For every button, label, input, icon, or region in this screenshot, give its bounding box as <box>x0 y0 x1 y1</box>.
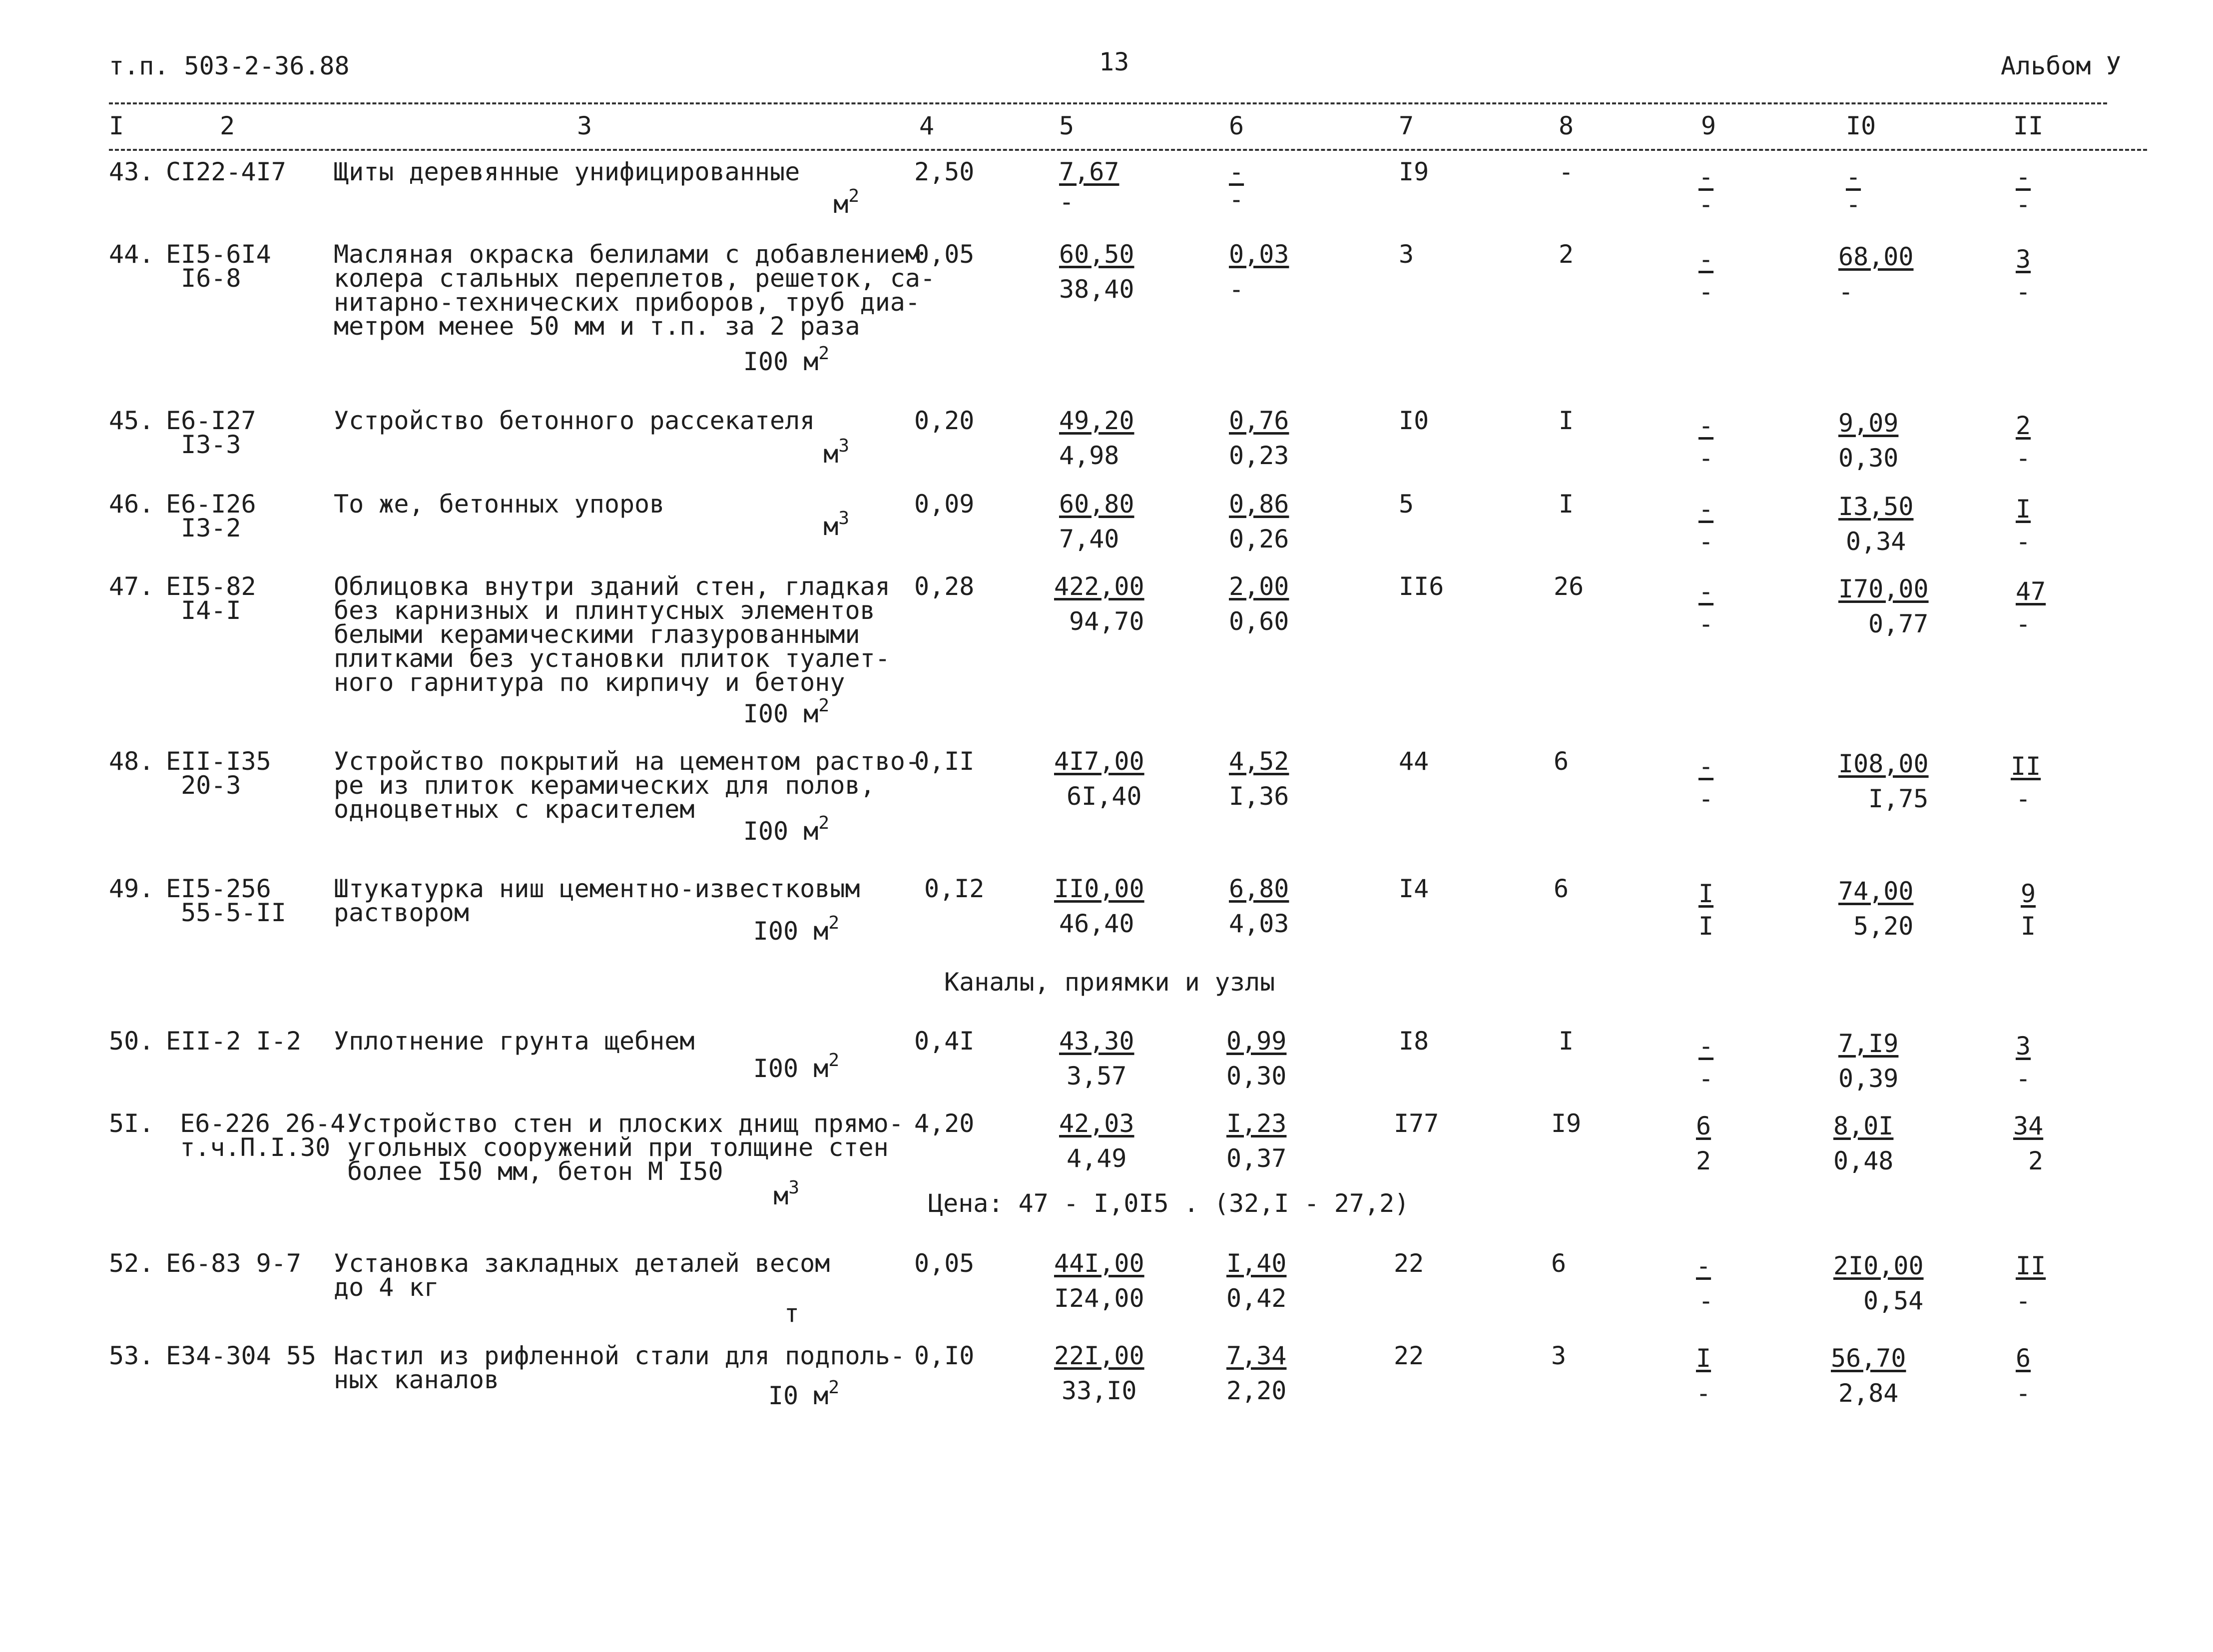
row-col5-bottom: - <box>1059 187 1075 216</box>
row-description: Настил из рифленной стали для подполь- ных каналов <box>334 1341 905 1394</box>
row-col6-bottom: 0,30 <box>1226 1062 1287 1091</box>
row-col10-top: - <box>1846 162 1861 191</box>
row-col9-top: I <box>1696 1344 1711 1373</box>
row-col5-top: 43,30 <box>1059 1027 1134 1056</box>
row-col10-bottom: 0,34 <box>1846 527 1906 556</box>
row-col11-bottom: - <box>2016 1064 2031 1093</box>
row-unit: I00 $м^2$ <box>743 343 829 376</box>
row-col6-top: 2,00 <box>1229 572 1289 601</box>
row-number: 48. <box>109 747 154 776</box>
row-col7: 5 <box>1399 490 1414 519</box>
row-col11-top: 3 <box>2016 245 2031 274</box>
row-code: E6-I26 I3-2 <box>166 490 256 543</box>
row-col10-top: 8,0I <box>1833 1111 1894 1140</box>
row-col6-top: - <box>1229 157 1244 186</box>
row-unit: т <box>784 1299 799 1328</box>
row-col9-bottom: - <box>1698 1064 1714 1093</box>
row-code: E6-83 9-7 <box>166 1249 301 1278</box>
row-col6-top: 4,52 <box>1229 747 1289 776</box>
row-col5-top: 4I7,00 <box>1054 747 1144 776</box>
row-number: 46. <box>109 490 154 519</box>
row-col9-top: 6 <box>1696 1111 1711 1140</box>
row-col8: I <box>1559 490 1574 519</box>
row-col10-bottom: I,75 <box>1868 784 1929 813</box>
row-col5-bottom: 4,98 <box>1059 441 1119 470</box>
row-col10-top: 9,09 <box>1838 409 1899 438</box>
row-col10-bottom: 5,20 <box>1853 912 1914 941</box>
row-col9-bottom: 2 <box>1696 1146 1711 1175</box>
row-col7: 44 <box>1399 747 1429 776</box>
row-col7: II6 <box>1399 572 1444 601</box>
row-col11-top: 6 <box>2016 1344 2031 1373</box>
row-col10-bottom: - <box>1846 190 1861 219</box>
col-header-2: 2 <box>220 111 235 140</box>
row-col6-bottom: 0,26 <box>1229 525 1289 553</box>
row-col5-bottom: 4,49 <box>1067 1144 1127 1173</box>
row-col8: - <box>1559 157 1574 186</box>
row-col5-top: 7,67 <box>1059 157 1119 186</box>
row-col11-bottom: 2 <box>2028 1146 2044 1175</box>
row-col8: I9 <box>1551 1109 1582 1138</box>
row-col6-bottom: I,36 <box>1229 782 1289 811</box>
row-col10-top: 7,I9 <box>1838 1029 1899 1058</box>
row-col7: 22 <box>1394 1249 1424 1278</box>
row-col9-top: - <box>1698 411 1714 440</box>
row-col11-bottom: - <box>2016 527 2031 556</box>
row-col5-bottom: 7,40 <box>1059 525 1119 553</box>
row-col9-bottom: - <box>1696 1379 1711 1408</box>
row-description: Штукатурка ниш цементно-известковым раствором <box>334 874 860 927</box>
row-quantity: 0,09 <box>914 490 975 519</box>
row-col5-bottom: I24,00 <box>1054 1284 1144 1313</box>
row-description: Устройство стен и плоских днищ прямо- угольных сооружений при толщине стен более I50 мм, бетон М I50 <box>347 1109 904 1186</box>
row-col11-top: - <box>2016 162 2031 191</box>
row-code: EI5-6I4 I6-8 <box>166 240 271 293</box>
header-divider-bottom <box>109 149 2147 151</box>
row-code: EII-2 I-2 <box>166 1027 301 1056</box>
row-number: 47. <box>109 572 154 601</box>
row-unit: $м^3$ <box>823 436 849 469</box>
row-col11-top: 2 <box>2016 411 2031 440</box>
row-col8: 6 <box>1554 747 1569 776</box>
row-col8: 2 <box>1559 240 1574 269</box>
row-col9-top: - <box>1698 752 1714 781</box>
row-quantity: 0,I2 <box>924 874 985 903</box>
row-col10-bottom: 0,54 <box>1863 1286 1924 1315</box>
row-col9-bottom: - <box>1698 609 1714 638</box>
col-header-7: 7 <box>1399 111 1414 140</box>
row-col7: I77 <box>1394 1109 1439 1138</box>
row-col5-top: 60,50 <box>1059 240 1134 269</box>
row-code: E6-226 26-4 т.ч.П.I.30 <box>180 1109 346 1162</box>
row-col8: 26 <box>1554 572 1584 601</box>
row-quantity: 0,20 <box>914 406 975 435</box>
row-col5-top: 42,03 <box>1059 1109 1134 1138</box>
col-header-4: 4 <box>919 111 935 140</box>
row-quantity: 0,I0 <box>914 1341 975 1370</box>
row-description: Масляная окраска белилами с добавлением колера стальных переплетов, решеток, са- нитарно-технических приборов, труб диа- метром менее 50 мм и т.п. за 2 раза <box>334 240 936 341</box>
row-description: Устройство бетонного рассекателя <box>334 406 815 435</box>
row-col5-bottom: 46,40 <box>1059 909 1134 938</box>
row-col10-top: 2I0,00 <box>1833 1251 1924 1280</box>
row-number: 5I. <box>109 1109 154 1138</box>
col-header-8: 8 <box>1559 111 1574 140</box>
row-col8: 6 <box>1551 1249 1567 1278</box>
row-unit: I0 $м^2$ <box>768 1377 839 1410</box>
row-unit: I00 $м^2$ <box>743 813 829 846</box>
document-code: т.п. 503-2-36.88 <box>109 51 350 80</box>
row-col8: 6 <box>1554 874 1569 903</box>
row-unit: I00 $м^2$ <box>753 913 839 946</box>
col-header-10: I0 <box>1846 111 1876 140</box>
row-unit: $м^3$ <box>773 1177 799 1210</box>
row-code: EII-I35 20-3 <box>166 747 271 800</box>
row-code: CI22-4I7 <box>166 157 286 186</box>
row-col6-bottom: 0,23 <box>1229 441 1289 470</box>
row-col5-bottom: 33,I0 <box>1062 1376 1137 1405</box>
row-col11-bottom: I <box>2021 912 2036 941</box>
row-col7: I4 <box>1399 874 1429 903</box>
row-unit: $м^2$ <box>833 186 859 219</box>
row-col5-top: 44I,00 <box>1054 1249 1144 1278</box>
row-description: Щиты деревянные унифицированные <box>334 157 800 186</box>
row-col11-bottom: - <box>2016 784 2031 813</box>
row-col11-top: I <box>2016 495 2031 524</box>
row-col7: I9 <box>1399 157 1429 186</box>
col-header-5: 5 <box>1059 111 1075 140</box>
row-col9-bottom: I <box>1698 912 1714 941</box>
row-quantity: 0,28 <box>914 572 975 601</box>
row-col9-bottom: - <box>1698 1286 1714 1315</box>
row-col6-top: I,40 <box>1226 1249 1287 1278</box>
row-col6-top: I,23 <box>1226 1109 1287 1138</box>
row-col9-bottom: - <box>1698 277 1714 306</box>
row-col10-top: 68,00 <box>1838 242 1914 271</box>
row-col6-top: 0,76 <box>1229 406 1289 435</box>
row-col10-top: I3,50 <box>1838 492 1914 521</box>
row-col5-top: 49,20 <box>1059 406 1134 435</box>
row-col6-bottom: 0,42 <box>1226 1284 1287 1313</box>
row-code: E6-I27 I3-3 <box>166 406 256 459</box>
row-col11-bottom: - <box>2016 277 2031 306</box>
row-number: 44. <box>109 240 154 269</box>
row-code: EI5-82 I4-I <box>166 572 256 625</box>
row-col5-bottom: 3,57 <box>1067 1062 1127 1091</box>
row-col7: 3 <box>1399 240 1414 269</box>
row-col5-bottom: 94,70 <box>1069 607 1144 636</box>
row-quantity: 2,50 <box>914 157 975 186</box>
row-description: Устройство покрытий на цементом раство- ре из плиток керамических для полов, одноцветных с красителем <box>334 747 920 824</box>
row-col9-top: - <box>1698 245 1714 274</box>
row-col9-bottom: - <box>1698 527 1714 556</box>
row-col10-bottom: 0,30 <box>1838 444 1899 473</box>
row-col6-top: 0,86 <box>1229 490 1289 519</box>
row-col9-top: - <box>1698 495 1714 524</box>
row-number: 45. <box>109 406 154 435</box>
row-col6-top: 0,03 <box>1229 240 1289 269</box>
row-col11-bottom: - <box>2016 1286 2031 1315</box>
row-col11-top: II <box>2016 1251 2046 1280</box>
col-header-6: 6 <box>1229 111 1244 140</box>
row-col10-top: I08,00 <box>1838 749 1929 778</box>
row-col5-top: II0,00 <box>1054 874 1144 903</box>
row-quantity: 4,20 <box>914 1109 975 1138</box>
row-col5-bottom: 6I,40 <box>1067 782 1142 811</box>
row-quantity: 0,II <box>914 747 975 776</box>
row-number: 43. <box>109 157 154 186</box>
row-col8: I <box>1559 1027 1574 1056</box>
row-col10-bottom: 0,77 <box>1868 609 1929 638</box>
row-description: Облицовка внутри зданий стен, гладкая без карнизных и плинтусных элементов белыми керамическими глазурованными плитками без установки плиток туалет- ного гарнитура по кирпичу и бетону <box>334 572 890 697</box>
row-unit: $м^3$ <box>823 508 849 541</box>
row-description: Установка закладных деталей весом до 4 кг <box>334 1249 830 1302</box>
row-col5-top: 22I,00 <box>1054 1341 1144 1370</box>
row-number: 52. <box>109 1249 154 1278</box>
row-col11-bottom: - <box>2016 190 2031 219</box>
row-col6-bottom: 0,60 <box>1229 607 1289 636</box>
row-col5-top: 60,80 <box>1059 490 1134 519</box>
row-col11-bottom: - <box>2016 1379 2031 1408</box>
row-col6-bottom: 4,03 <box>1229 909 1289 938</box>
row-col8: 3 <box>1551 1341 1567 1370</box>
header-divider-top <box>109 102 2107 104</box>
row-col11-top: 9 <box>2021 879 2036 908</box>
row-col11-top: II <box>2011 752 2041 781</box>
col-header-3: 3 <box>577 111 592 140</box>
row-col6-top: 7,34 <box>1226 1341 1287 1370</box>
page-number: 13 <box>1099 47 1129 76</box>
row-col6-bottom: - <box>1229 275 1244 304</box>
row-col10-bottom: 0,48 <box>1833 1146 1894 1175</box>
row-description: Уплотнение грунта щебнем <box>334 1027 695 1056</box>
row-col7: I8 <box>1399 1027 1429 1056</box>
row-col6-bottom: - <box>1229 185 1244 214</box>
row-col10-top: 56,70 <box>1831 1344 1906 1373</box>
row-description: То же, бетонных упоров <box>334 490 665 519</box>
row-col9-bottom: - <box>1698 444 1714 473</box>
album-label: Альбом У <box>2001 51 2121 80</box>
row-col9-top: - <box>1698 162 1714 191</box>
row-col5-bottom: 38,40 <box>1059 275 1134 304</box>
row-col10-top: 74,00 <box>1838 877 1914 906</box>
row-col9-top: - <box>1696 1251 1711 1280</box>
row-quantity: 0,05 <box>914 240 975 269</box>
row-col9-top: - <box>1698 577 1714 606</box>
col-header-9: 9 <box>1701 111 1716 140</box>
row-col7: 22 <box>1394 1341 1424 1370</box>
row-col7: I0 <box>1399 406 1429 435</box>
row-col11-top: 34 <box>2013 1111 2044 1140</box>
row-col9-top: I <box>1698 879 1714 908</box>
row-col11-bottom: - <box>2016 444 2031 473</box>
row-col10-bottom: - <box>1838 277 1854 306</box>
row-col9-bottom: - <box>1698 190 1714 219</box>
row-col6-bottom: 2,20 <box>1226 1376 1287 1405</box>
price-note: Цена: 47 - I,0I5 . (32,I - 27,2) <box>928 1189 1410 1218</box>
row-code: EI5-256 55-5-II <box>166 874 286 927</box>
row-unit: I00 $м^2$ <box>753 1050 839 1083</box>
row-col10-bottom: 0,39 <box>1838 1064 1899 1093</box>
row-unit: I00 $м^2$ <box>743 695 829 728</box>
col-header-1: I <box>109 111 124 140</box>
row-col10-top: I70,00 <box>1838 574 1929 603</box>
row-col11-top: 3 <box>2016 1032 2031 1061</box>
row-number: 49. <box>109 874 154 903</box>
col-header-11: II <box>2013 111 2044 140</box>
row-number: 50. <box>109 1027 154 1056</box>
row-col11-top: 47 <box>2016 577 2046 606</box>
row-col9-bottom: - <box>1698 784 1714 813</box>
row-col6-bottom: 0,37 <box>1226 1144 1287 1173</box>
row-col6-top: 0,99 <box>1226 1027 1287 1056</box>
row-code: E34-304 55 <box>166 1341 317 1370</box>
row-quantity: 0,4I <box>914 1027 975 1056</box>
row-quantity: 0,05 <box>914 1249 975 1278</box>
row-col9-top: - <box>1698 1032 1714 1061</box>
row-col5-top: 422,00 <box>1054 572 1144 601</box>
section-heading: Каналы, приямки и узлы <box>944 968 1275 997</box>
row-col6-top: 6,80 <box>1229 874 1289 903</box>
row-col8: I <box>1559 406 1574 435</box>
row-number: 53. <box>109 1341 154 1370</box>
row-col11-bottom: - <box>2016 609 2031 638</box>
row-col10-bottom: 2,84 <box>1838 1379 1899 1408</box>
